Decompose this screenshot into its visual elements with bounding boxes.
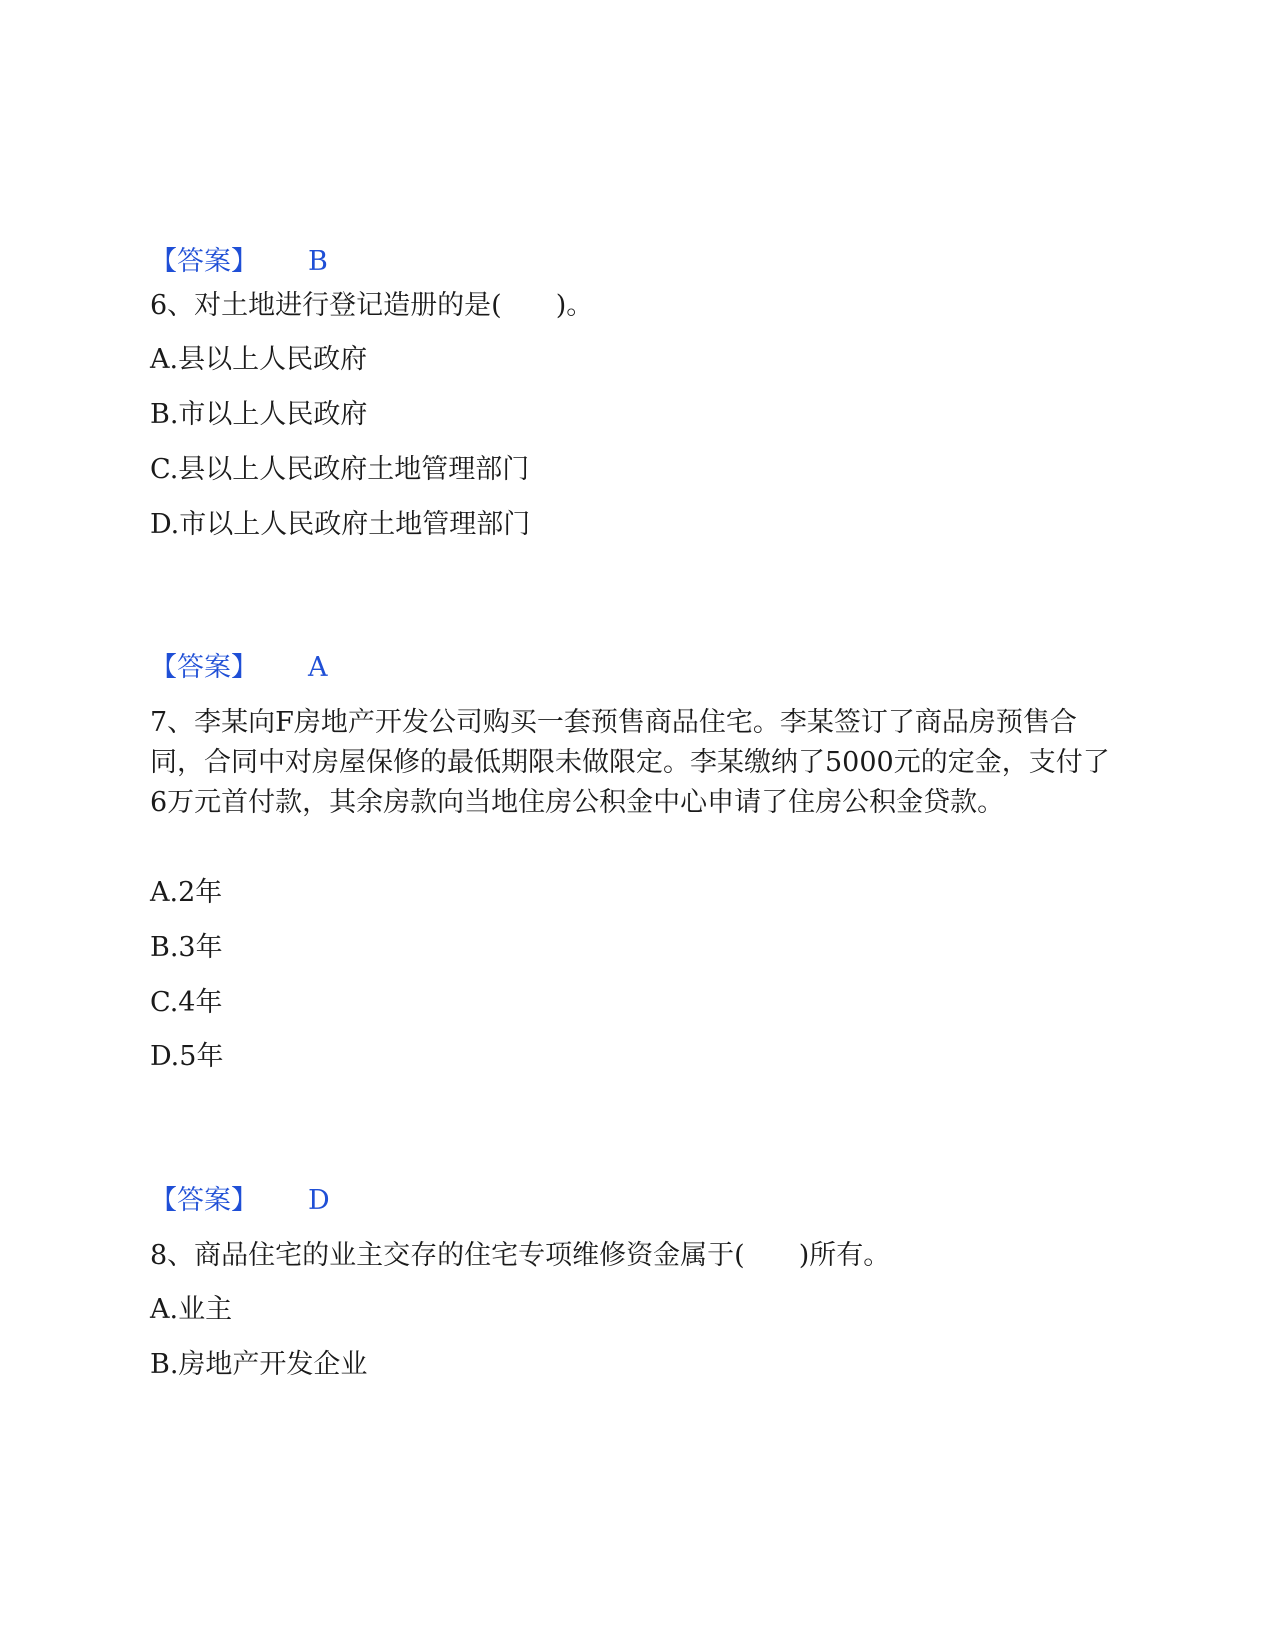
answer-line-q6: [150, 648, 328, 688]
option-q7-d: D.5年: [150, 1041, 224, 1072]
option-q8-a: A.业主: [150, 1294, 233, 1325]
question-8: 8、商品住宅的业主交存的住宅专项维修资金属于( )所有。: [150, 1240, 891, 1271]
option-q7-b: B.3年: [150, 932, 223, 963]
option-q6-d: D.市以上人民政府土地管理部门: [150, 509, 531, 540]
answer-label: 【答案】: [150, 652, 258, 683]
question-7: 7、李某向F房地产开发公司购买一套预售商品住宅。李某签订了商品房预售合同，合同中对房屋保修的最低期限未做限定。李某缴纳了5000元的定金，支付了6万元首付款，其余房款向当地住房公积金中心申请了住房公积金贷款。: [150, 707, 1110, 818]
answer-label: 【答案】: [150, 246, 258, 277]
option-q7-a: A.2年: [150, 877, 223, 908]
option-q6-b: B.市以上人民政府: [150, 399, 368, 430]
answer-line-q7: [150, 1181, 330, 1221]
question-6: 6、对土地进行登记造册的是( )。: [150, 290, 594, 321]
answer-value: D: [308, 1185, 330, 1216]
answer-label: 【答案】: [150, 1185, 258, 1216]
option-q6-c: C.县以上人民政府土地管理部门: [150, 454, 530, 485]
answer-line-q5: [150, 242, 328, 282]
answer-value: B: [308, 246, 328, 277]
answer-value: A: [308, 652, 328, 683]
option-q8-b: B.房地产开发企业: [150, 1349, 368, 1380]
option-q7-c: C.4年: [150, 987, 223, 1018]
option-q6-a: A.县以上人民政府: [150, 344, 368, 375]
